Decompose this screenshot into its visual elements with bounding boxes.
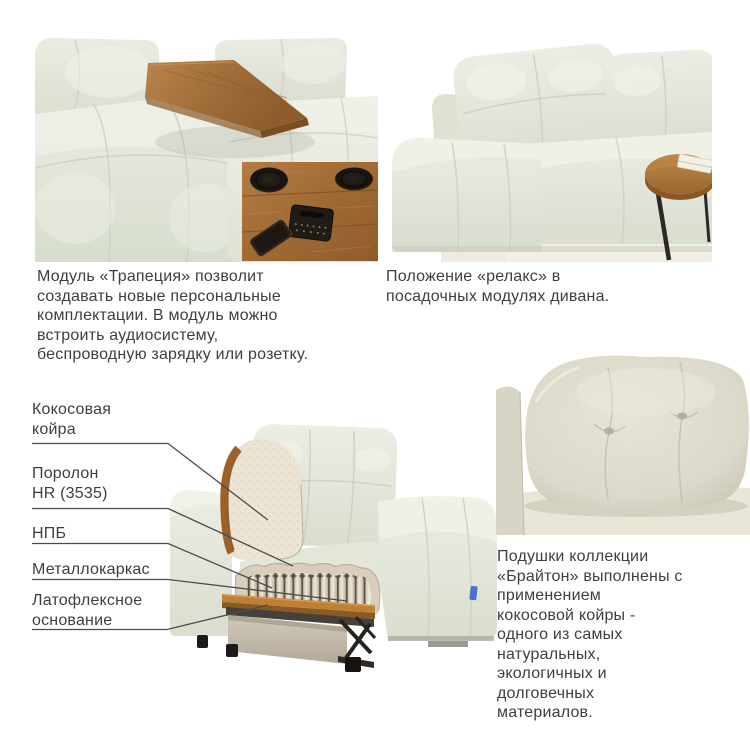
text-line: беспроводную зарядку или розетку.	[37, 346, 309, 363]
construction-cutaway-diagram	[160, 390, 500, 680]
control-panel	[288, 205, 334, 242]
seat-block	[378, 496, 497, 647]
text-line: Латофлексное	[32, 592, 143, 609]
text-line: Подушки коллекции	[497, 548, 649, 565]
label-foam-hr	[32, 464, 108, 503]
text-line: посадочных модулях дивана.	[386, 287, 610, 305]
relax-position-caption	[386, 267, 726, 306]
text-line: HR (3535)	[32, 484, 108, 502]
speaker-right-icon	[335, 168, 373, 191]
label-npb	[32, 524, 66, 544]
relax-position-photo	[386, 38, 712, 262]
cutaway-cushion	[224, 439, 303, 560]
text-line: встроить аудиосистему,	[37, 326, 219, 344]
text-line: одного из самых	[497, 626, 623, 643]
text-line: основание	[32, 611, 113, 629]
text-line: применением	[497, 587, 602, 604]
text-line: долговечных	[497, 684, 595, 702]
trapezoid-module-caption	[37, 267, 387, 365]
text-line: Металлокаркас	[32, 561, 150, 578]
text-line: кокосовой койры -	[497, 606, 636, 624]
text-line: экологичных и	[497, 665, 607, 682]
cutaway-illustration	[160, 390, 500, 680]
text-line: Поролон	[32, 465, 99, 482]
pillow-closeup-photo	[496, 352, 750, 535]
text-line: Модуль «Трапеция» позволит	[37, 268, 264, 285]
sofa-base-shadow	[392, 246, 712, 252]
text-line: Положение «релакс» в	[386, 268, 561, 285]
label-coconut-coir	[32, 400, 111, 439]
relax-position-illustration	[386, 38, 712, 262]
text-line: «Брайтон» выполнены с	[497, 567, 683, 585]
armrest-sliver	[496, 386, 524, 535]
label-metal-frame	[32, 560, 150, 580]
text-line: создавать новые персональные	[37, 287, 281, 305]
audio-inset-illustration	[242, 162, 378, 261]
text-line: натуральных,	[497, 645, 601, 663]
text-line: койра	[32, 420, 76, 438]
speaker-left-icon	[250, 168, 288, 193]
text-line: комплектации. В модуль можно	[37, 307, 278, 324]
armrest	[392, 138, 542, 252]
audio-inset-photo	[242, 162, 378, 261]
back-cushion-closeup	[525, 356, 749, 509]
pillow-closeup-illustration	[496, 352, 750, 535]
text-line: НПБ	[32, 525, 67, 542]
pillows-caption	[497, 547, 747, 723]
text-line: материалов.	[497, 704, 593, 721]
text-line: Кокосовая	[32, 401, 112, 418]
label-latoflex-base	[32, 591, 142, 630]
